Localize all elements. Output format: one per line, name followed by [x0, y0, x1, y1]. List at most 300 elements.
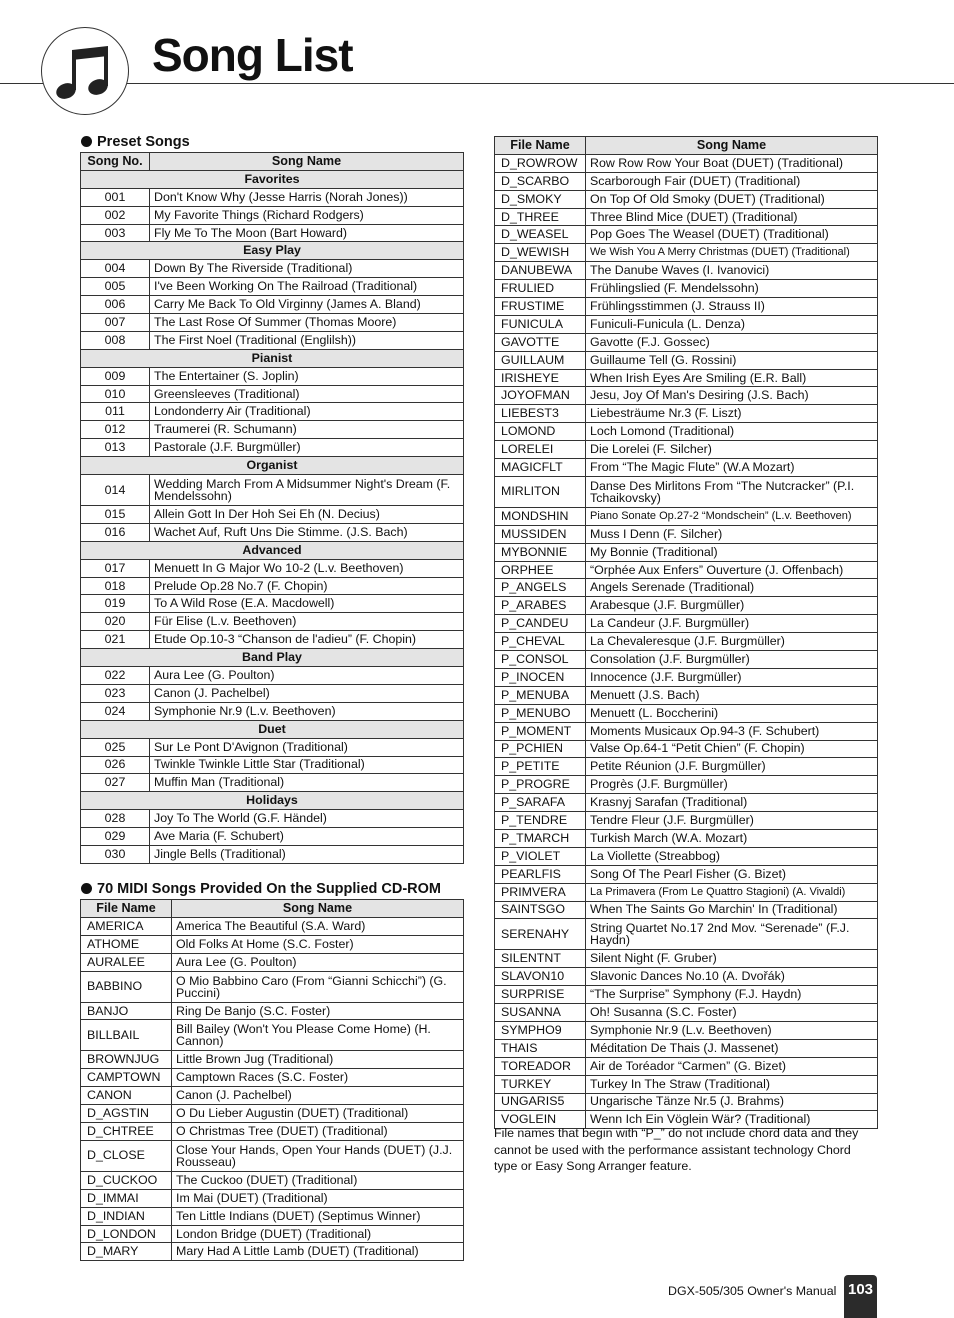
table-row	[81, 314, 464, 332]
bullet-icon	[81, 883, 92, 894]
song-name: “The Surprise” Symphony (F.J. Haydn)	[586, 986, 878, 1004]
song-name: Old Folks At Home (S.C. Foster)	[172, 935, 464, 953]
song-name: Muss I Denn (F. Silcher)	[586, 525, 878, 543]
table-row	[495, 1021, 878, 1039]
midi-songs-table-continued	[494, 136, 878, 1129]
table-row	[81, 331, 464, 349]
song-name: The Entertainer (S. Joplin)	[150, 367, 464, 385]
song-name: Silent Night (F. Gruber)	[586, 950, 878, 968]
table-row	[81, 188, 464, 206]
table-row	[81, 1189, 464, 1207]
table-row	[81, 421, 464, 439]
table-row	[495, 1057, 878, 1075]
table-row	[495, 722, 878, 740]
table-row	[81, 953, 464, 971]
table-row	[495, 172, 878, 190]
song-name: Down By The Riverside (Traditional)	[150, 260, 464, 278]
column-header-song-name: Song Name	[150, 153, 464, 171]
file-name: P_CHEVAL	[495, 633, 586, 651]
file-name: P_TMARCH	[495, 829, 586, 847]
song-name: Canon (J. Pachelbel)	[150, 684, 464, 702]
file-name: SERENAHY	[495, 919, 586, 950]
song-name: La Candeur (J.F. Burgmüller)	[586, 615, 878, 633]
table-row	[495, 776, 878, 794]
category-row	[81, 457, 464, 475]
table-row	[495, 154, 878, 172]
song-name: Canon (J. Pachelbel)	[172, 1087, 464, 1105]
file-name: BANJO	[81, 1002, 172, 1020]
table-row	[81, 1207, 464, 1225]
song-name: Menuett In G Major Wo 10-2 (L.v. Beethoven)	[150, 559, 464, 577]
table-row	[495, 633, 878, 651]
table-row	[81, 917, 464, 935]
table-row	[495, 968, 878, 986]
table-row	[81, 971, 464, 1002]
file-name: P_MENUBO	[495, 704, 586, 722]
table-row	[81, 702, 464, 720]
bullet-icon	[81, 136, 92, 147]
table-row	[495, 1075, 878, 1093]
song-name: Liebesträume Nr.3 (F. Liszt)	[586, 405, 878, 423]
song-name: Im Mai (DUET) (Traditional)	[172, 1189, 464, 1207]
table-header-row	[495, 137, 878, 155]
song-number: 005	[81, 278, 150, 296]
table-row	[495, 208, 878, 226]
song-name: Joy To The World (G.F. Händel)	[150, 810, 464, 828]
song-name: Wachet Auf, Ruft Uns Die Stimme. (J.S. Bach)	[150, 523, 464, 541]
song-name: Bill Bailey (Won't You Please Come Home) (H. Cannon)	[172, 1020, 464, 1051]
category-label: Duet	[81, 720, 464, 738]
song-name: Valse Op.64-1 “Petit Chien” (F. Chopin)	[586, 740, 878, 758]
song-name: Jingle Bells (Traditional)	[150, 845, 464, 863]
table-row	[81, 667, 464, 685]
song-name: Fly Me To The Moon (Bart Howard)	[150, 224, 464, 242]
file-name: VOGLEIN	[495, 1111, 586, 1129]
song-name: Scarborough Fair (DUET) (Traditional)	[586, 172, 878, 190]
file-name: D_THREE	[495, 208, 586, 226]
table-row	[495, 507, 878, 525]
file-name: SAINTSGO	[495, 901, 586, 919]
song-name: Piano Sonate Op.27-2 “Mondschein” (L.v. Beethoven)	[586, 507, 878, 525]
table-row	[81, 559, 464, 577]
footnote: File names that begin with “P_” do not include chord data and they cannot be used with the performance assistant technology Chord type or Easy Song Arranger feature.	[494, 1126, 859, 1173]
file-name: MIRLITON	[495, 476, 586, 507]
table-row	[81, 385, 464, 403]
table-row	[495, 597, 878, 615]
song-name: Guillaume Tell (G. Rossini)	[586, 351, 878, 369]
file-name: P_SARAFA	[495, 794, 586, 812]
file-name: MONDSHIN	[495, 507, 586, 525]
song-name: Allein Gott In Der Hoh Sei Eh (N. Decius)	[150, 506, 464, 524]
table-row	[495, 919, 878, 950]
song-name: Oh! Susanna (S.C. Foster)	[586, 1004, 878, 1022]
table-row	[81, 1051, 464, 1069]
table-row	[495, 865, 878, 883]
song-name: Funiculi-Funicula (L. Denza)	[586, 315, 878, 333]
table-row	[495, 190, 878, 208]
file-name: DANUBEWA	[495, 262, 586, 280]
song-name: O Christmas Tree (DUET) (Traditional)	[172, 1123, 464, 1141]
song-name: Danse Des Mirlitons From “The Nutcracker” (P.I. Tchaikovsky)	[586, 476, 878, 507]
file-name: GAVOTTE	[495, 333, 586, 351]
table-row	[81, 1020, 464, 1051]
file-name: D_CHTREE	[81, 1123, 172, 1141]
column-header-song-no: Song No.	[81, 153, 150, 171]
song-name: Wenn Ich Ein Vöglein Wär? (Traditional)	[586, 1111, 878, 1129]
song-name: Ave Maria (F. Schubert)	[150, 828, 464, 846]
song-name: Song Of The Pearl Fisher (G. Bizet)	[586, 865, 878, 883]
file-name: AMERICA	[81, 917, 172, 935]
file-name: GUILLAUM	[495, 351, 586, 369]
file-name: TOREADOR	[495, 1057, 586, 1075]
file-name: P_ANGELS	[495, 579, 586, 597]
table-row	[495, 405, 878, 423]
table-row	[495, 543, 878, 561]
file-name: D_CLOSE	[81, 1140, 172, 1171]
song-name: Close Your Hands, Open Your Hands (DUET) (J.J. Rousseau)	[172, 1140, 464, 1171]
table-row	[81, 577, 464, 595]
table-row	[81, 684, 464, 702]
table-row	[495, 901, 878, 919]
file-name: P_PETITE	[495, 758, 586, 776]
table-header-row	[81, 153, 464, 171]
song-name: Ten Little Indians (DUET) (Septimus Winner)	[172, 1207, 464, 1225]
file-name: D_AGSTIN	[81, 1105, 172, 1123]
category-row	[81, 649, 464, 667]
table-row	[81, 738, 464, 756]
table-row	[495, 758, 878, 776]
column-header-song-name: Song Name	[586, 137, 878, 155]
table-row	[495, 1039, 878, 1057]
category-label: Band Play	[81, 649, 464, 667]
header-rule	[0, 83, 954, 84]
file-name: LORELEI	[495, 441, 586, 459]
category-label: Organist	[81, 457, 464, 475]
table-row	[81, 296, 464, 314]
table-row	[81, 810, 464, 828]
table-row	[81, 828, 464, 846]
table-row	[81, 506, 464, 524]
song-name: String Quartet No.17 2nd Mov. “Serenade” (F.J. Haydn)	[586, 919, 878, 950]
file-name: D_CUCKOO	[81, 1171, 172, 1189]
file-name: P_VIOLET	[495, 847, 586, 865]
file-name: D_IMMAI	[81, 1189, 172, 1207]
preset-songs-table	[80, 152, 464, 864]
table-row	[495, 686, 878, 704]
table-row	[81, 278, 464, 296]
song-number: 015	[81, 506, 150, 524]
file-name: P_INOCEN	[495, 668, 586, 686]
column-header-song-name: Song Name	[172, 900, 464, 918]
table-row	[495, 794, 878, 812]
song-number: 012	[81, 421, 150, 439]
file-name: UNGARIS5	[495, 1093, 586, 1111]
file-name: PEARLFIS	[495, 865, 586, 883]
song-name: Greensleeves (Traditional)	[150, 385, 464, 403]
song-number: 008	[81, 331, 150, 349]
song-name: To A Wild Rose (E.A. Macdowell)	[150, 595, 464, 613]
table-row	[495, 812, 878, 830]
file-name: D_WEWISH	[495, 244, 586, 262]
file-name: P_MENUBA	[495, 686, 586, 704]
song-name: La Chevaleresque (J.F. Burgmüller)	[586, 633, 878, 651]
song-name: Wedding March From A Midsummer Night's Dream (F. Mendelssohn)	[150, 475, 464, 506]
table-row	[81, 224, 464, 242]
song-name: The Last Rose Of Summer (Thomas Moore)	[150, 314, 464, 332]
song-name: Pop Goes The Weasel (DUET) (Traditional)	[586, 226, 878, 244]
song-name: Pastorale (J.F. Burgmüller)	[150, 439, 464, 457]
song-name: Row Row Row Your Boat (DUET) (Traditional)	[586, 154, 878, 172]
song-name: Prelude Op.28 No.7 (F. Chopin)	[150, 577, 464, 595]
table-row	[495, 579, 878, 597]
song-name: From “The Magic Flute” (W.A Mozart)	[586, 459, 878, 477]
file-name: AURALEE	[81, 953, 172, 971]
table-row	[81, 1069, 464, 1087]
file-name: IRISHEYE	[495, 369, 586, 387]
song-number: 007	[81, 314, 150, 332]
song-name: Tendre Fleur (J.F. Burgmüller)	[586, 812, 878, 830]
table-row	[495, 351, 878, 369]
file-name: SUSANNA	[495, 1004, 586, 1022]
song-name: Consolation (J.F. Burgmüller)	[586, 651, 878, 669]
midi-songs-heading	[81, 881, 441, 897]
song-name: Little Brown Jug (Traditional)	[172, 1051, 464, 1069]
song-name: Slavonic Dances No.10 (A. Dvořák)	[586, 968, 878, 986]
song-name: The Cuckoo (DUET) (Traditional)	[172, 1171, 464, 1189]
song-name: My Bonnie (Traditional)	[586, 543, 878, 561]
song-number: 003	[81, 224, 150, 242]
table-row	[495, 333, 878, 351]
song-number: 010	[81, 385, 150, 403]
song-name: Méditation De Thais (J. Massenet)	[586, 1039, 878, 1057]
song-name: La Primavera (From Le Quattro Stagioni) (A. Vivaldi)	[586, 883, 878, 901]
song-name: Mary Had A Little Lamb (DUET) (Traditional)	[172, 1243, 464, 1261]
song-name: Aura Lee (G. Poulton)	[172, 953, 464, 971]
file-name: D_MARY	[81, 1243, 172, 1261]
song-name: Carry Me Back To Old Virginny (James A. Bland)	[150, 296, 464, 314]
song-name: Angels Serenade (Traditional)	[586, 579, 878, 597]
file-name: CANON	[81, 1087, 172, 1105]
song-number: 028	[81, 810, 150, 828]
table-row	[81, 439, 464, 457]
file-name: LIEBEST3	[495, 405, 586, 423]
file-name: P_TENDRE	[495, 812, 586, 830]
file-name: D_INDIAN	[81, 1207, 172, 1225]
song-number: 014	[81, 475, 150, 506]
song-number: 023	[81, 684, 150, 702]
category-row	[81, 541, 464, 559]
file-name: PRIMVERA	[495, 883, 586, 901]
category-row	[81, 792, 464, 810]
song-name: Jesu, Joy Of Man's Desiring (J.S. Bach)	[586, 387, 878, 405]
song-name: Frühlingslied (F. Mendelssohn)	[586, 280, 878, 298]
song-number: 013	[81, 439, 150, 457]
table-row	[495, 387, 878, 405]
table-row	[81, 1225, 464, 1243]
table-row	[81, 756, 464, 774]
category-row	[81, 242, 464, 260]
song-name: Ungarische Tänze Nr.5 (J. Brahms)	[586, 1093, 878, 1111]
file-name: SILENTNT	[495, 950, 586, 968]
song-name: Arabesque (J.F. Burgmüller)	[586, 597, 878, 615]
table-row	[81, 1243, 464, 1261]
table-row	[495, 369, 878, 387]
table-row	[81, 367, 464, 385]
file-name: MYBONNIE	[495, 543, 586, 561]
column-header-file-name: File Name	[495, 137, 586, 155]
table-row	[81, 1087, 464, 1105]
table-row	[495, 740, 878, 758]
page-title: Song List	[152, 29, 353, 81]
song-name: When The Saints Go Marchin' In (Traditional)	[586, 901, 878, 919]
song-number: 020	[81, 613, 150, 631]
table-row	[81, 1002, 464, 1020]
song-number: 030	[81, 845, 150, 863]
file-name: BABBINO	[81, 971, 172, 1002]
song-name: Turkish March (W.A. Mozart)	[586, 829, 878, 847]
table-row	[495, 829, 878, 847]
song-name: O Du Lieber Augustin (DUET) (Traditional)	[172, 1105, 464, 1123]
song-name: Petite Réunion (J.F. Burgmüller)	[586, 758, 878, 776]
table-row	[495, 651, 878, 669]
file-name: P_PROGRE	[495, 776, 586, 794]
preset-songs-heading-text: Preset Songs	[97, 134, 190, 150]
song-name: Moments Musicaux Op.94-3 (F. Schubert)	[586, 722, 878, 740]
song-name: The First Noel (Traditional (Englilsh))	[150, 331, 464, 349]
song-name: I've Been Working On The Railroad (Traditional)	[150, 278, 464, 296]
file-name: D_WEASEL	[495, 226, 586, 244]
song-name: Für Elise (L.v. Beethoven)	[150, 613, 464, 631]
song-name: We Wish You A Merry Christmas (DUET) (Traditional)	[586, 244, 878, 262]
song-name: La Viollette (Streabbog)	[586, 847, 878, 865]
table-row	[81, 774, 464, 792]
song-number: 022	[81, 667, 150, 685]
table-row	[495, 1093, 878, 1111]
file-name: FUNICULA	[495, 315, 586, 333]
song-name: Aura Lee (G. Poulton)	[150, 667, 464, 685]
table-row	[81, 595, 464, 613]
song-name: O Mio Babbino Caro (From “Gianni Schicchi”) (G. Puccini)	[172, 971, 464, 1002]
song-number: 016	[81, 523, 150, 541]
file-name: P_ARABES	[495, 597, 586, 615]
file-name: SYMPHO9	[495, 1021, 586, 1039]
song-name: Symphonie Nr.9 (L.v. Beethoven)	[586, 1021, 878, 1039]
file-name: LOMOND	[495, 423, 586, 441]
file-name: MUSSIDEN	[495, 525, 586, 543]
song-name: The Danube Waves (I. Ivanovici)	[586, 262, 878, 280]
song-name: Ring De Banjo (S.C. Foster)	[172, 1002, 464, 1020]
music-note-icon	[41, 27, 129, 115]
song-name: Sur Le Pont D'Avignon (Traditional)	[150, 738, 464, 756]
song-name: Londonderry Air (Traditional)	[150, 403, 464, 421]
file-name: P_PCHIEN	[495, 740, 586, 758]
song-name: Symphonie Nr.9 (L.v. Beethoven)	[150, 702, 464, 720]
file-name: SLAVON10	[495, 968, 586, 986]
song-number: 001	[81, 188, 150, 206]
table-row	[81, 845, 464, 863]
category-label: Pianist	[81, 349, 464, 367]
category-row	[81, 170, 464, 188]
file-name: BROWNJUG	[81, 1051, 172, 1069]
table-row	[495, 704, 878, 722]
song-number: 006	[81, 296, 150, 314]
table-row	[495, 847, 878, 865]
song-name: My Favorite Things (Richard Rodgers)	[150, 206, 464, 224]
category-label: Easy Play	[81, 242, 464, 260]
table-row	[495, 423, 878, 441]
song-number: 029	[81, 828, 150, 846]
song-number: 009	[81, 367, 150, 385]
table-row	[495, 561, 878, 579]
table-row	[495, 1004, 878, 1022]
file-name: D_SCARBO	[495, 172, 586, 190]
file-name: THAIS	[495, 1039, 586, 1057]
midi-songs-heading-text: 70 MIDI Songs Provided On the Supplied CD-ROM	[97, 881, 441, 897]
table-row	[81, 260, 464, 278]
midi-songs-table	[80, 899, 464, 1261]
song-name: Gavotte (F.J. Gossec)	[586, 333, 878, 351]
table-row	[495, 950, 878, 968]
song-number: 026	[81, 756, 150, 774]
column-header-file-name: File Name	[81, 900, 172, 918]
table-row	[495, 525, 878, 543]
file-name: MAGICFLT	[495, 459, 586, 477]
table-row	[81, 206, 464, 224]
table-row	[495, 615, 878, 633]
song-name: Die Lorelei (F. Silcher)	[586, 441, 878, 459]
category-row	[81, 349, 464, 367]
song-name: Progrès (J.F. Burgmüller)	[586, 776, 878, 794]
table-row	[81, 523, 464, 541]
category-row	[81, 720, 464, 738]
table-row	[495, 441, 878, 459]
table-header-row	[81, 900, 464, 918]
preset-songs-heading	[81, 134, 190, 150]
table-row	[495, 986, 878, 1004]
song-name: Etude Op.10-3 “Chanson de l'adieu” (F. Chopin)	[150, 631, 464, 649]
table-row	[495, 226, 878, 244]
file-name: ORPHEE	[495, 561, 586, 579]
file-name: CAMPTOWN	[81, 1069, 172, 1087]
song-number: 004	[81, 260, 150, 278]
file-name: BILLBAIL	[81, 1020, 172, 1051]
file-name: P_CONSOL	[495, 651, 586, 669]
table-row	[81, 1171, 464, 1189]
song-name: Camptown Races (S.C. Foster)	[172, 1069, 464, 1087]
file-name: ATHOME	[81, 935, 172, 953]
song-name: America The Beautiful (S.A. Ward)	[172, 917, 464, 935]
song-name: “Orphée Aux Enfers” Ouverture (J. Offenbach)	[586, 561, 878, 579]
category-label: Advanced	[81, 541, 464, 559]
table-row	[81, 1123, 464, 1141]
song-name: Don't Know Why (Jesse Harris (Norah Jones))	[150, 188, 464, 206]
table-row	[81, 475, 464, 506]
table-row	[495, 883, 878, 901]
table-row	[495, 298, 878, 316]
file-name: TURKEY	[495, 1075, 586, 1093]
song-name: Twinkle Twinkle Little Star (Traditional)	[150, 756, 464, 774]
file-name: P_CANDEU	[495, 615, 586, 633]
table-row	[495, 668, 878, 686]
song-number: 002	[81, 206, 150, 224]
category-label: Favorites	[81, 170, 464, 188]
table-row	[495, 280, 878, 298]
file-name: D_LONDON	[81, 1225, 172, 1243]
manual-title-footer: DGX-505/305 Owner's Manual	[668, 1284, 837, 1298]
file-name: D_ROWROW	[495, 154, 586, 172]
table-row	[495, 476, 878, 507]
song-number: 019	[81, 595, 150, 613]
